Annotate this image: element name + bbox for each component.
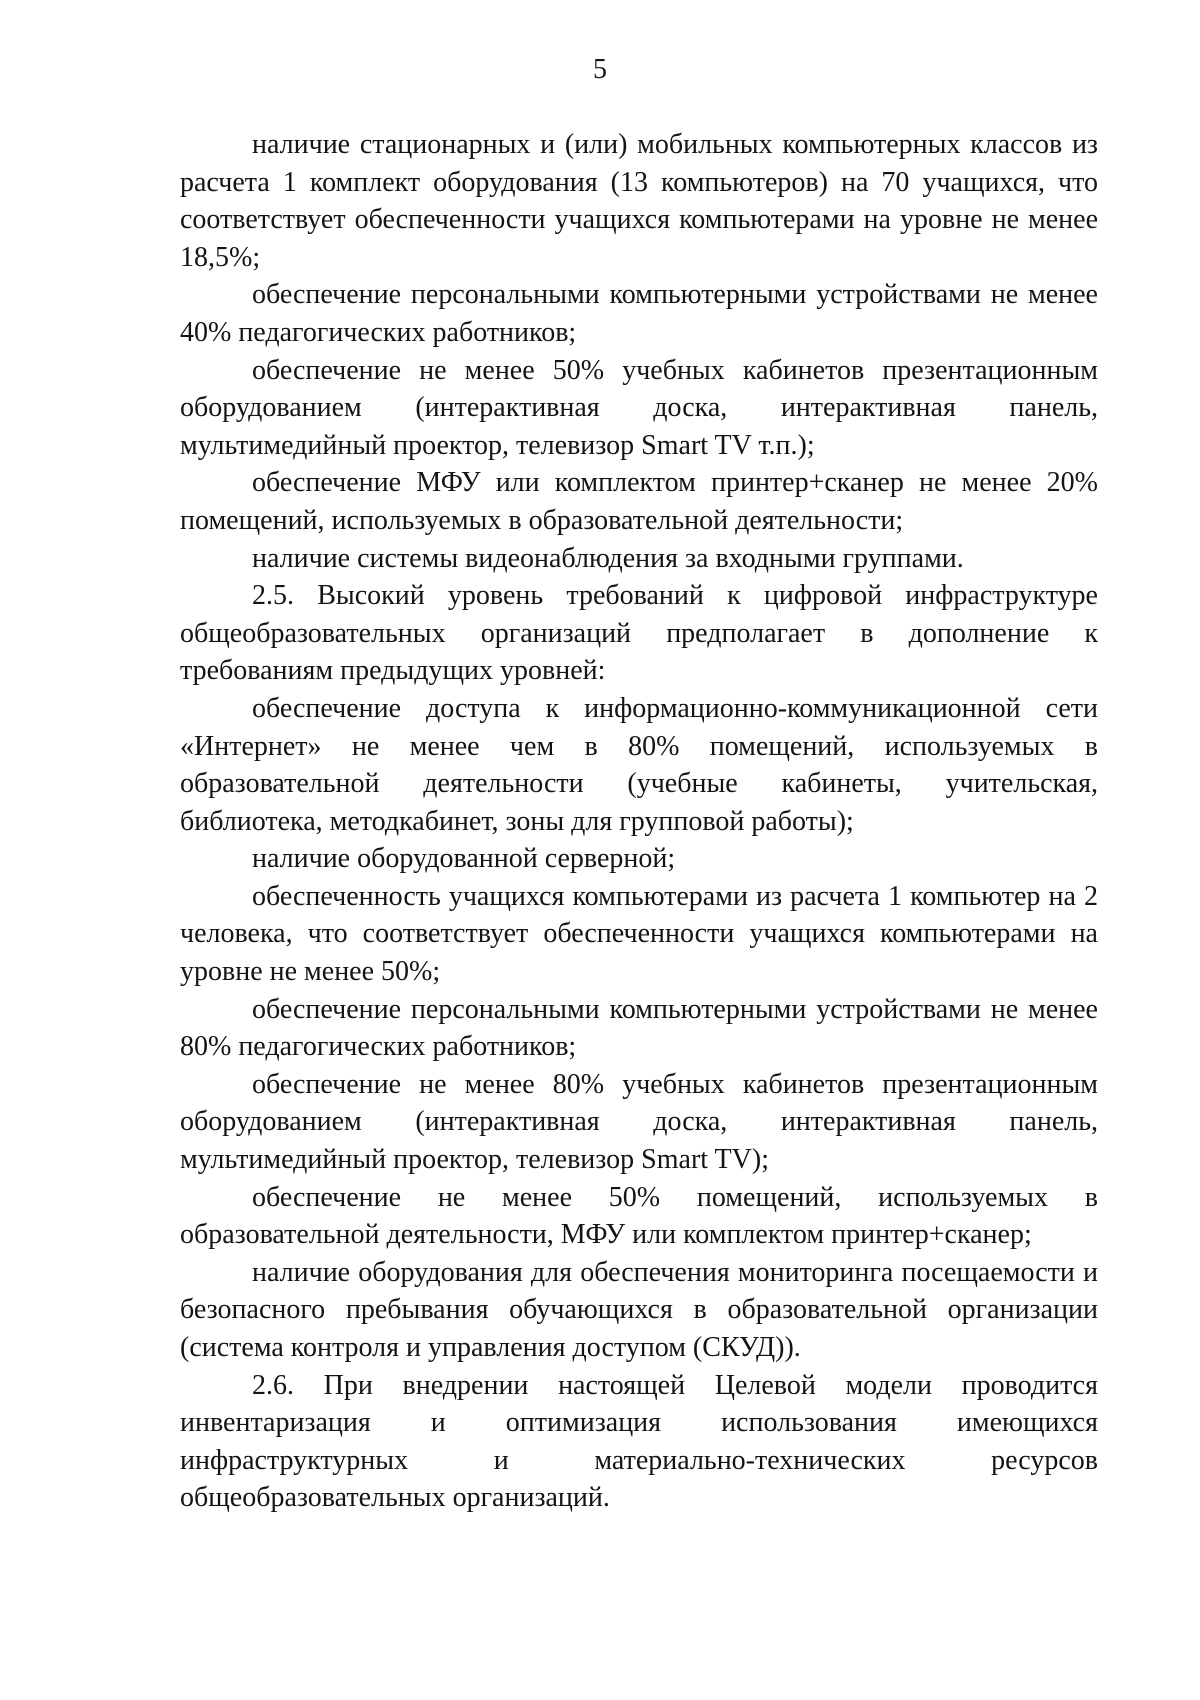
page-number: 5 <box>593 54 607 85</box>
paragraph-4: обеспечение МФУ или комплектом принтер+сканер не менее 20% помещений, используемых в образовательной деятельности; <box>180 467 1098 536</box>
paragraph-7: обеспечение доступа к информационно-коммуникационной сети «Интернет» не менее чем в 80% помещений, используемых в образовательной деятельности (учебные кабинеты, учительская, библиотека, методкабинет, зоны для групповой работы); <box>180 692 1098 837</box>
paragraph-11: обеспечение не менее 80% учебных кабинетов презентационным оборудованием (интерактивная доска, интерактивная панель, мультимедийный проектор, телевизор Smart TV); <box>180 1068 1098 1176</box>
paragraph-12: обеспечение не менее 50% помещений, используемых в образовательной деятельности, МФУ или комплектом принтер+сканер; <box>180 1181 1098 1251</box>
paragraph-1: наличие стационарных и (или) мобильных компьютерных классов из расчета 1 комплект оборудования (13 компьютеров) на 70 учащихся, что соответствует обеспеченности учащихся компьютерами на уровне не менее 18,5%; <box>180 129 1098 273</box>
paragraph-10: обеспечение персональными компьютерными устройствами не менее 80% педагогических работников; <box>180 993 1098 1063</box>
paragraph-13: наличие оборудования для обеспечения мониторинга посещаемости и безопасного пребывания обучающихся в образовательной организации (система контроля и управления доступом (СКУД)). <box>180 1256 1098 1363</box>
paragraph-8: наличие оборудованной серверной; <box>252 843 676 875</box>
section-2-5: 2.5. Высокий уровень требований к цифровой инфраструктуре общеобразовательных организаций предполагает в дополнение к требованиям предыдущих уровней: <box>180 580 1098 687</box>
paragraph-3: обеспечение не менее 50% учебных кабинетов презентационным оборудованием (интерактивная доска, интерактивная панель, мультимедийный проектор, телевизор Smart TV т.п.); <box>180 354 1098 461</box>
document-body <box>180 126 1098 1517</box>
paragraph-2: обеспечение персональными компьютерными устройствами не менее 40% педагогических работников; <box>180 279 1098 348</box>
paragraph-9: обеспеченность учащихся компьютерами из расчета 1 компьютер на 2 человека, что соответствует обеспеченности учащихся компьютерами на уровне не менее 50%; <box>180 880 1098 988</box>
paragraph-5: наличие системы видеонаблюдения за входными группами. <box>252 542 964 574</box>
section-2-6: 2.6. При внедрении настоящей Целевой модели проводится инвентаризация и оптимизация использования имеющихся инфраструктурных и материально-технических ресурсов общеобразовательных организаций. <box>180 1369 1098 1514</box>
